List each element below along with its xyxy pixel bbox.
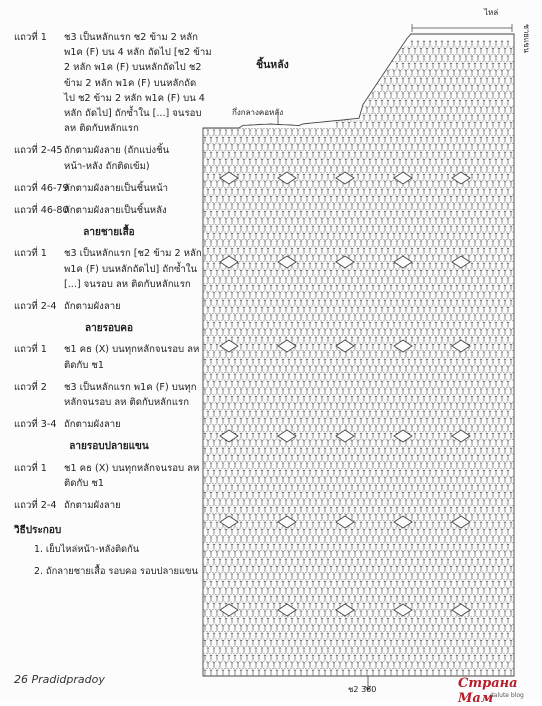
diamond-motif: [452, 604, 470, 616]
diamond-motif: [336, 256, 354, 268]
row-text-line: ลห ติดกับหลักแรก: [64, 123, 139, 135]
stitch-row: [207, 218, 509, 224]
section-title: ลายรอบคอ: [84, 323, 134, 335]
stitch-row: [204, 314, 512, 320]
stitch-grid: [203, 24, 514, 690]
stitch-row: [207, 588, 509, 594]
row-label: แถวที่ 2-4: [14, 500, 57, 512]
row-label: แถวที่ 1: [14, 344, 47, 356]
stitch-row: [207, 129, 509, 135]
chain-count-label: ช2 360: [348, 685, 377, 694]
stitch-row: [207, 455, 509, 461]
stitch-row: [204, 477, 512, 483]
row-text-line: ติดกับ ช1: [64, 359, 105, 371]
diamond-motif: [452, 172, 470, 184]
stitch-row: [204, 403, 512, 409]
stitch-row: [207, 189, 509, 195]
row-text-line: หลักจนรอบ ลห ติดกับหลักแรก: [64, 397, 190, 409]
stitch-row: [204, 448, 512, 454]
chart-title: ชิ้นหลัง: [256, 59, 289, 71]
stitch-row: [204, 359, 512, 365]
row-text-line: ถักตามผังลาย (ถักแบ่งชิ้น: [64, 145, 170, 157]
assembly-title: วิธีประกอบ: [14, 525, 62, 537]
diamond-motif: [278, 256, 296, 268]
stitch-row: [381, 85, 509, 91]
stitch-row: [207, 618, 509, 624]
stitch-row: [207, 411, 509, 417]
diamond-motif: [278, 516, 296, 528]
neck-center-label: กึ่งกลางคอหลัง: [232, 108, 284, 117]
stitch-row: [207, 440, 509, 446]
stitch-row: [204, 329, 512, 335]
row-text-line: ช3 เป็นหลักแรก ช2 ข้าม 2 หลัก: [64, 32, 198, 43]
row-label: แถวที่ 2: [14, 381, 47, 393]
section-title: ลายชายเสื้อ: [83, 227, 135, 239]
row-text-line: [...] จนรอบ ลห ติดกับหลักแรก: [64, 278, 191, 290]
stitch-row: [207, 633, 509, 639]
diamond-motif: [336, 516, 354, 528]
row-text-line: พ1ค (F) บน 4 หลัก ถัดไป [ช2 ข้าม: [64, 47, 212, 59]
diamond-motif: [452, 256, 470, 268]
stitch-row: [207, 307, 509, 313]
stitch-row: [207, 529, 509, 535]
stitch-row: [204, 166, 512, 172]
stitch-row: [204, 196, 512, 202]
stitch-row: [207, 248, 509, 254]
stitch-row: [207, 159, 509, 165]
stitch-row: [207, 425, 509, 431]
stitch-row: [204, 625, 512, 631]
stitch-row: [204, 211, 512, 217]
row-text-line: ช1 คธ (X) บนทุกหลักจนรอบ ลห: [64, 462, 200, 474]
row-text-line: ช3 เป็นหลักแรก [ช2 ข้าม 2 หลัก: [64, 248, 202, 260]
stitch-row: [204, 181, 512, 187]
stitch-row: [204, 240, 512, 246]
stitch-row: [204, 462, 512, 468]
row-text-line: พ1ค (F) บนหลักถัดไป] ถักซ้ำใน: [64, 263, 198, 275]
stitch-row: [396, 63, 512, 69]
stitch-row: [207, 544, 509, 550]
row-label: แถวที่ 1: [14, 32, 47, 43]
stitch-row: [204, 152, 512, 158]
stitch-row: [204, 374, 512, 380]
stitch-row: [204, 536, 512, 542]
stitch-row: [411, 41, 509, 47]
stitch-row: [387, 70, 509, 76]
stitch-row: [204, 581, 512, 587]
stitch-row: [204, 640, 512, 646]
stitch-row: [336, 122, 512, 128]
stitch-row: [207, 499, 509, 505]
stitch-row: [207, 351, 509, 357]
stitch-row: [207, 233, 509, 239]
assembly-note: 2. ถักลายชายเสื้อ รอบคอ รอบปลายแขน: [34, 565, 198, 577]
stitch-row: [399, 55, 509, 61]
stitch-row: [207, 662, 509, 668]
stitch-row: [204, 137, 512, 143]
stitch-row: [204, 418, 512, 424]
diamond-motif: [278, 604, 296, 616]
stitch-row: [207, 470, 509, 476]
stitch-row: [204, 596, 512, 602]
stitch-row: [363, 115, 509, 121]
row-label: แถวที่ 46-80: [14, 205, 69, 217]
stitch-row: [204, 507, 512, 513]
diamond-motif: [278, 172, 296, 184]
row-text-line: ถักตามผังลาย: [64, 500, 121, 512]
stitch-row: [204, 492, 512, 498]
row-text-line: 2 หลัก พ1ค (F) บนหลักถัดไป ช2: [64, 62, 202, 74]
stitch-row: [204, 270, 512, 276]
stitch-row: [207, 573, 509, 579]
stitch-row: [207, 366, 509, 372]
row-label: แถวที่ 2-4: [14, 301, 57, 313]
shoulder-label: ไหล่: [484, 8, 499, 17]
page-footer: 26 Pradidpradoy: [14, 673, 105, 686]
stitch-row: [384, 78, 512, 84]
stitch-row: [204, 655, 512, 661]
diamond-motif: [452, 516, 470, 528]
row-text-line: หลัก ถัดไป] ถักซ้ำใน [...] จนรอบ: [64, 108, 202, 120]
stitch-row: [372, 92, 512, 98]
stitch-row: [204, 300, 512, 306]
stitch-row: [204, 226, 512, 232]
stitch-row: [207, 277, 509, 283]
row-text-line: ถักตามผังลาย: [64, 419, 121, 431]
row-text-line: ช3 เป็นหลักแรก พ1ค (F) บนทุก: [64, 381, 197, 393]
row-text-line: ข้าม 2 หลัก พ1ค (F) บนหลักถัด: [64, 77, 197, 89]
row-text-line: ถักตามผังลายเป็นชิ้นหน้า: [64, 182, 169, 194]
row-label: แถวที่ 3-4: [14, 419, 57, 431]
stitch-row: [207, 322, 509, 328]
row-label: แถวที่ 2-45: [14, 145, 63, 157]
diamond-motif: [336, 604, 354, 616]
stitch-row: [366, 107, 512, 113]
row-text-line: ไป ช2 ข้าม 2 หลัก พ1ค (F) บน 4: [64, 92, 205, 104]
stitch-row: [207, 647, 509, 653]
stitch-row: [207, 559, 509, 565]
watermark-subtitle: dalute blog: [490, 692, 524, 699]
stitch-row: [402, 48, 512, 54]
row-text-line: ถักตามผังลาย: [64, 301, 121, 313]
diamond-motif: [336, 172, 354, 184]
stitch-row: [204, 551, 512, 557]
stitch-row: [204, 285, 512, 291]
row-text-line: ช1 คธ (X) บนทุกหลักจนรอบ ลห: [64, 344, 200, 356]
stitch-row: [207, 292, 509, 298]
assembly-note: 1. เย็บไหล่หน้า-หลังติดกัน: [34, 544, 140, 556]
watermark-logo: Страна Мам: [458, 676, 518, 706]
stitch-row: [207, 203, 509, 209]
stitch-row: [204, 566, 512, 572]
row-text-line: ถักตามผังลายเป็นชิ้นหลัง: [64, 205, 167, 217]
row-label: แถวที่ 46-79: [14, 182, 69, 194]
stitch-row: [207, 381, 509, 387]
side-label: ชายแขน: [522, 24, 531, 53]
row-text-line: หน้า-หลัง ถักติดเข้ม): [64, 160, 150, 172]
stitch-row: [207, 396, 509, 402]
stitch-row: [204, 670, 512, 676]
stitch-row: [369, 100, 509, 106]
stitch-row: [204, 388, 512, 394]
section-title: ลายรอบปลายแขน: [69, 441, 149, 453]
row-label: แถวที่ 1: [14, 462, 47, 474]
shoulder-dimension: [412, 24, 512, 32]
stitch-row: [207, 144, 509, 150]
stitch-row: [207, 485, 509, 491]
row-label: แถวที่ 1: [14, 248, 47, 260]
row-text-line: ติดกับ ช1: [64, 477, 105, 489]
